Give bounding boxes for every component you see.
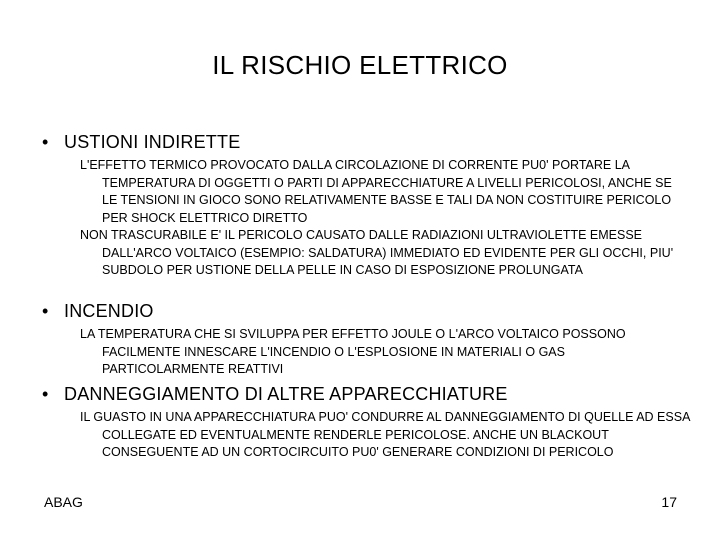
sub-text-danneggiamento [80, 409, 690, 462]
bullet-ustioni-indirette [42, 132, 240, 153]
page-number: 17 [661, 494, 677, 510]
bullet-icon: • [42, 301, 49, 321]
bullet-incendio [42, 301, 154, 322]
bullet-icon: • [42, 132, 49, 152]
bullet-heading: INCENDIO [64, 301, 154, 321]
slide-title: IL RISCHIO ELETTRICO [212, 50, 508, 80]
sub-text-incendio [80, 326, 690, 379]
paragraph: IL GUASTO IN UNA APPARECCHIATURA PUO' CONDURRE AL DANNEGGIAMENTO DI QUELLE AD ESSA COLLEGATE ED EVENTUALMENTE RENDERLE PERICOLOSE. ANCHE UN BLACKOUT CONSEGUENTE AD UN CORTOCIRCUITO PU0' GENERARE CONDIZIONI DI PERICOLO [80, 410, 690, 459]
sub-text-ustioni [80, 157, 690, 280]
paragraph: LA TEMPERATURA CHE SI SVILUPPA PER EFFETTO JOULE O L'ARCO VOLTAICO POSSONO FACILMENTE INNESCARE L'INCENDIO O L'ESPLOSIONE IN MATERIALI O GAS PARTICOLARMENTE REATTIVI [80, 327, 626, 376]
paragraph: NON TRASCURABILE E' IL PERICOLO CAUSATO DALLE RADIAZIONI ULTRAVIOLETTE EMESSE DALL'ARCO VOLTAICO (ESEMPIO: SALDATURA) IMMEDIATO ED EVIDENTE PER GLI OCCHI, PIU' SUBDOLO PER USTIONE DELLA PELLE IN CASO DI ESPOSIZIONE PROLUNGATA [80, 228, 674, 277]
paragraph: L'EFFETTO TERMICO PROVOCATO DALLA CIRCOLAZIONE DI CORRENTE PU0' PORTARE LA TEMPERATURA DI OGGETTI O PARTI DI APPARECCHIATURE A LIVELLI PERICOLOSI, ANCHE SE LE TENSIONI IN GIOCO SONO RELATIVAMENTE BASSE E TALI DA NON COSTITUIRE PERICOLO PER SHOCK ELETTRICO DIRETTO [80, 158, 672, 225]
bullet-heading: DANNEGGIAMENTO DI ALTRE APPARECCHIATURE [64, 384, 508, 404]
bullet-danneggiamento [42, 384, 508, 405]
bullet-heading: USTIONI INDIRETTE [64, 132, 241, 152]
footer-author: ABAG [44, 494, 83, 510]
bullet-icon: • [42, 384, 49, 404]
